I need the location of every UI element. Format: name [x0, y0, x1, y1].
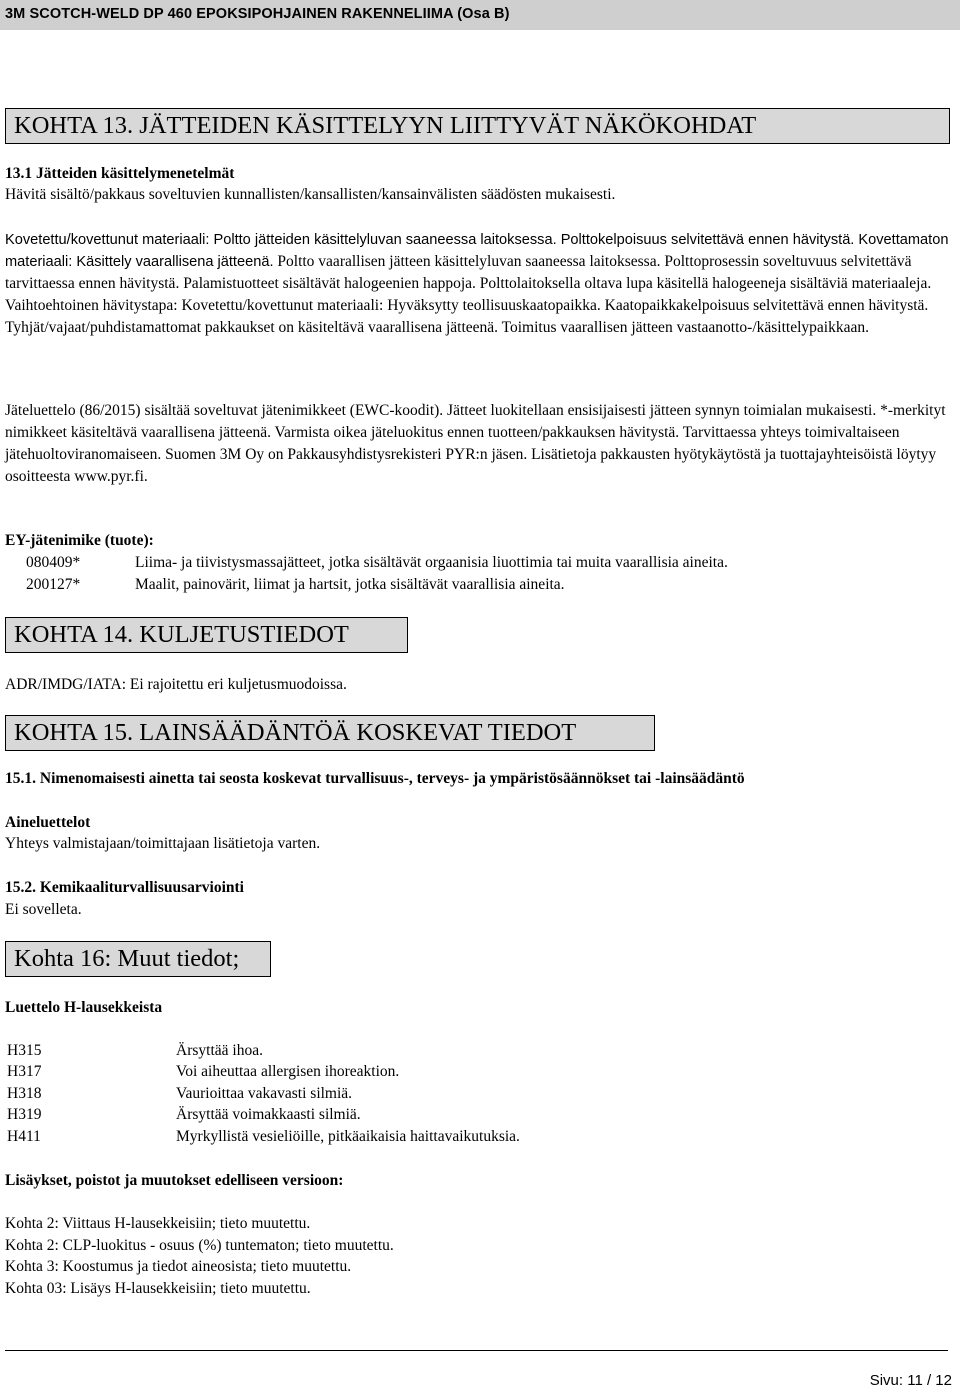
h-code: H315 [7, 1042, 42, 1059]
section-15-heading-box [5, 715, 655, 751]
section-13-title: KOHTA 13. JÄTTEIDEN KÄSITTELYYN LIITTYVÄT NÄKÖKOHDAT [14, 112, 757, 139]
h-text: Voi aiheuttaa allergisen ihoreaktion. [176, 1063, 400, 1080]
inventories-title: Aineluettelot [5, 814, 91, 831]
ewc-title: EY-jätenimike (tuote): [5, 532, 154, 549]
change-item: Kohta 03: Lisäys H-lausekkeisiin; tieto muutettu. [5, 1280, 311, 1297]
section-13-line-1: Hävitä sisältö/pakkaus soveltuvien kunnallisten/kansallisten/kansainvälisten säädösten mukaisesti. [5, 186, 616, 203]
h-text: Ärsyttää voimakkaasti silmiä. [176, 1106, 361, 1123]
footer-divider [5, 1350, 948, 1351]
section-13-1-title: 13.1 Jätteiden käsittelymenetelmät [5, 165, 235, 182]
h-code: H318 [7, 1085, 42, 1102]
h-text: Ärsyttää ihoa. [176, 1042, 263, 1059]
ewc-code: 080409* [26, 554, 81, 571]
change-item: Kohta 3: Koostumus ja tiedot aineosista; tieto muutettu. [5, 1258, 352, 1275]
section-13-paragraph-serif: Poltto vaarallisen jätteen käsittelyluvan saaneessa laitoksessa. Polttoprosessin soveltuvuus selvitettävä tarvittaessa ennen hävitystä. Palamistuotteet sisältävät halogeenien happoja. Polttolaitoksella oltava lupa käsitellä halogeeneja sisältäviä materiaaleja. Vaihtoehtoinen hävitystapa: Kovetettu/kovettunut materiaali: Hyväksytty teollisuuskaatopaikka. Kaatopaikkakelpoisuus selvitettävä ennen hävitystä. Tyhjät/vajaat/puhdistamattomat pakkaukset on käsiteltävä vaarallisena jätteenä. Toimitus vaarallisen jätteen vastaanotto-/käsittelypaikkaan. [5, 253, 932, 336]
section-16-heading-box [5, 941, 271, 977]
change-item: Kohta 2: CLP-luokitus - osuus (%) tuntematon; tieto muutettu. [5, 1237, 394, 1254]
change-item: Kohta 2: Viittaus H-lausekkeisiin; tieto muutettu. [5, 1215, 311, 1232]
section-14-heading-box [5, 617, 408, 653]
section-13-paragraph-sans: Kovetettu/kovettunut materiaali: Poltto jätteiden käsittelyluvan saaneessa laitoksessa. Polttokelpoisuus selvitettävä ennen hävitystä. Kovettamaton materiaali: Käsittely vaarallisena jätteenä. [5, 232, 949, 270]
section-14-title: KOHTA 14. KULJETUSTIEDOT [14, 621, 349, 648]
page-number: Sivu: 11 / 12 [869, 1372, 952, 1389]
h-code: H317 [7, 1063, 42, 1080]
section-15-2-text: Ei sovelleta. [5, 901, 82, 918]
section-15-title: KOHTA 15. LAINSÄÄDÄNTÖÄ KOSKEVAT TIEDOT [14, 719, 577, 746]
ewc-description: Maalit, painovärit, liimat ja hartsit, jotka sisältävät vaarallisia aineita. [135, 576, 565, 593]
h-code: H319 [7, 1106, 42, 1123]
h-text: Vaurioittaa vakavasti silmiä. [176, 1085, 353, 1102]
ewc-code: 200127* [26, 576, 81, 593]
section-13-ewc-paragraph [5, 400, 950, 488]
section-13-ewc-text: Jäteluettelo (86/2015) sisältää soveltuvat jätenimikkeet (EWC-koodit). Jätteet luokitellaan ensisijaisesti jätteen synnyn toimialan mukaisesti. *-merkityt nimikkeet käsiteltävä vaarallisena jätteenä. Varmista oikea jäteluokitus ennen tuotteen/pakkauksen hävitystä. Tarvittaessa yhteys toimivaltaiseen jätehuoltoviranomaiseen. Suomen 3M Oy on Pakkausyhdistysrekisteri PYR:n jäsen. Lisätietoja pakkausten hyötykäytöstä ja tuottajayhteisöistä löytyy osoitteesta www.pyr.fi. [5, 402, 946, 485]
document-header-title: 3M SCOTCH-WELD DP 460 EPOKSIPOHJAINEN RAKENNELIIMA (Osa B) [5, 6, 510, 22]
section-15-2-title: 15.2. Kemikaaliturvallisuusarviointi [5, 879, 244, 896]
h-code: H411 [7, 1128, 41, 1145]
inventories-text: Yhteys valmistajaan/toimittajaan lisätietoja varten. [5, 835, 321, 852]
section-13-paragraph [5, 229, 950, 339]
changes-title: Lisäykset, poistot ja muutokset edelliseen versioon: [5, 1172, 344, 1189]
section-13-heading-box [5, 108, 950, 144]
section-16-title: Kohta 16: Muut tiedot; [14, 945, 240, 972]
section-15-1-title: 15.1. Nimenomaisesti ainetta tai seosta koskevat turvallisuus-, terveys- ja ympäristösäännökset tai -lainsäädäntö [5, 770, 745, 787]
h-text: Myrkyllistä vesieliöille, pitkäaikaisia haittavaikutuksia. [176, 1128, 520, 1145]
ewc-description: Liima- ja tiivistysmassajätteet, jotka sisältävät orgaanisia liuottimia tai muita vaarallisia aineita. [135, 554, 728, 571]
h-statements-title: Luettelo H-lausekkeista [5, 999, 163, 1016]
header-bar [0, 0, 960, 30]
section-14-line: ADR/IMDG/IATA: Ei rajoitettu eri kuljetusmuodoissa. [5, 676, 347, 693]
